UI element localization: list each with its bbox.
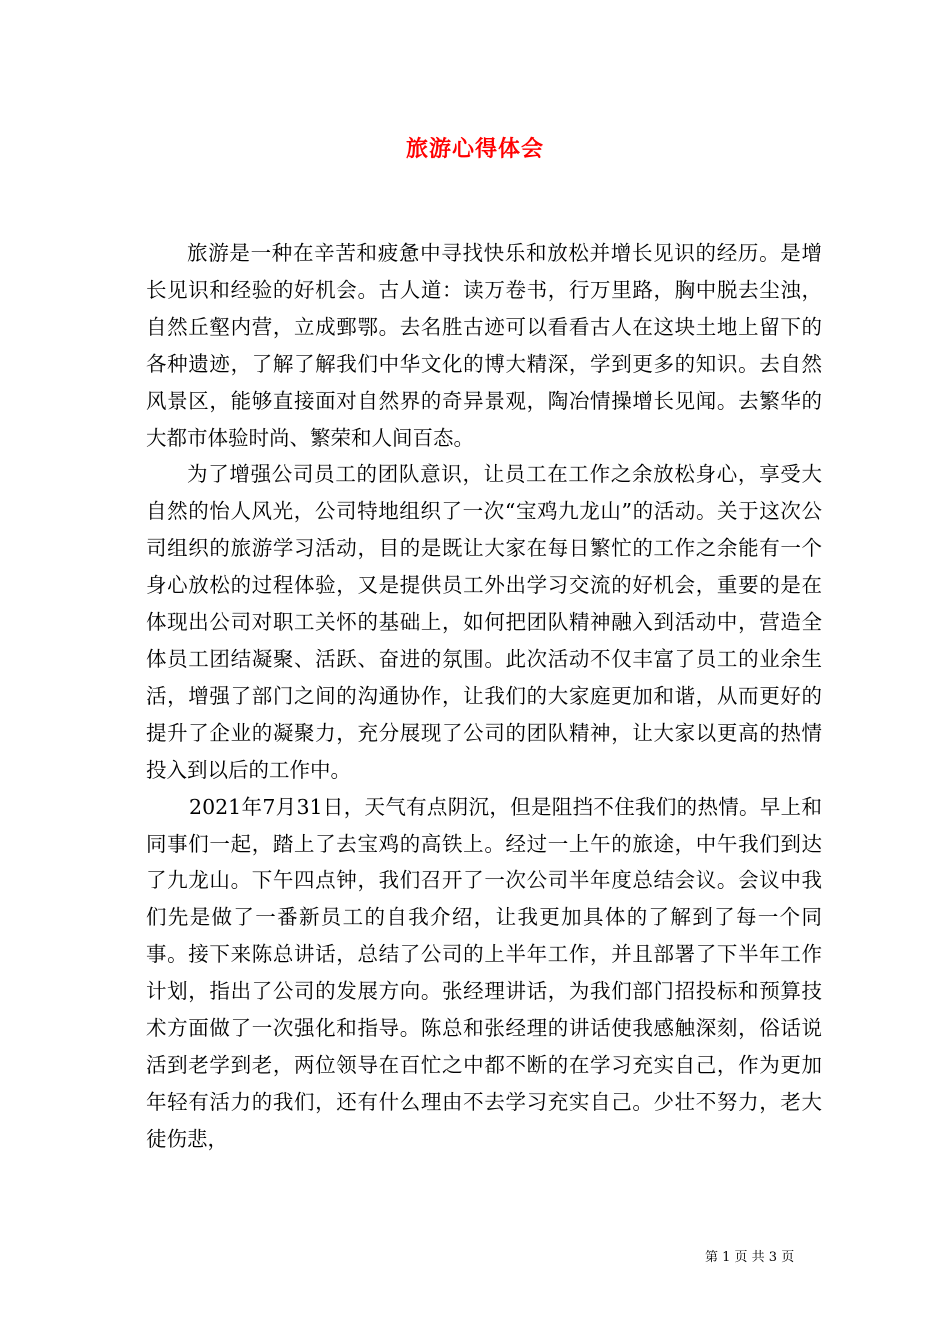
document-title: 旅游心得体会	[405, 136, 544, 162]
paragraph-1: 旅游是一种在辛苦和疲惫中寻找快乐和放松并增长见识的经历。是增长见识和经验的好机会。古人道：读万卷书，行万里路，胸中脱去尘浊，自然丘壑内营，立成鄄鄂。去名胜古迹可以看看古人在这块土地上留下的各种遗迹，了解了解我们中华文化的博大精深，学到更多的知识。去自然风景区，能够直接面对自然界的奇异景观，陶冶情操增长见闻。去繁华的大都市体验时尚、繁荣和人间百态。	[146, 241, 822, 450]
page-number-footer: 第 1 页 共 3 页	[705, 1250, 795, 1265]
document-body	[146, 235, 822, 1158]
paragraph-3: 2021年7月31日，天气有点阴沉，但是阻挡不住我们的热情。早上和同事们一起，踏上了去宝鸡的高铁上。经过一上午的旅途，中午我们到达了九龙山。下午四点钟，我们召开了一次公司半年度总结会议。会议中我们先是做了一番新员工的自我介绍，让我更加具体的了解到了每一个同事。接下来陈总讲话，总结了公司的上半年工作，并且部署了下半年工作计划，指出了公司的发展方向。张经理讲话，为我们部门招投标和预算技术方面做了一次强化和指导。陈总和张经理的讲话使我感触深刻，俗话说活到老学到老，两位领导在百忙之中都不断的在学习充实自己，作为更加年轻有活力的我们，还有什么理由不去学习充实自己。少壮不努力，老大徒伤悲，	[146, 794, 822, 1151]
paragraph-2: 为了增强公司员工的团队意识，让员工在工作之余放松身心，享受大自然的怡人风光，公司特地组织了一次“宝鸡九龙山”的活动。关于这次公司组织的旅游学习活动，目的是既让大家在每日繁忙的工作之余能有一个身心放松的过程体验，又是提供员工外出学习交流的好机会，重要的是在体现出公司对职工关怀的基础上，如何把团队精神融入到活动中，营造全体员工团结凝聚、活跃、奋进的氛围。此次活动不仅丰富了员工的业余生活，增强了部门之间的沟通协作，让我们的大家庭更加和谐，从而更好的提升了企业的凝聚力，充分展现了公司的团队精神，让大家以更高的热情投入到以后的工作中。	[146, 462, 822, 782]
